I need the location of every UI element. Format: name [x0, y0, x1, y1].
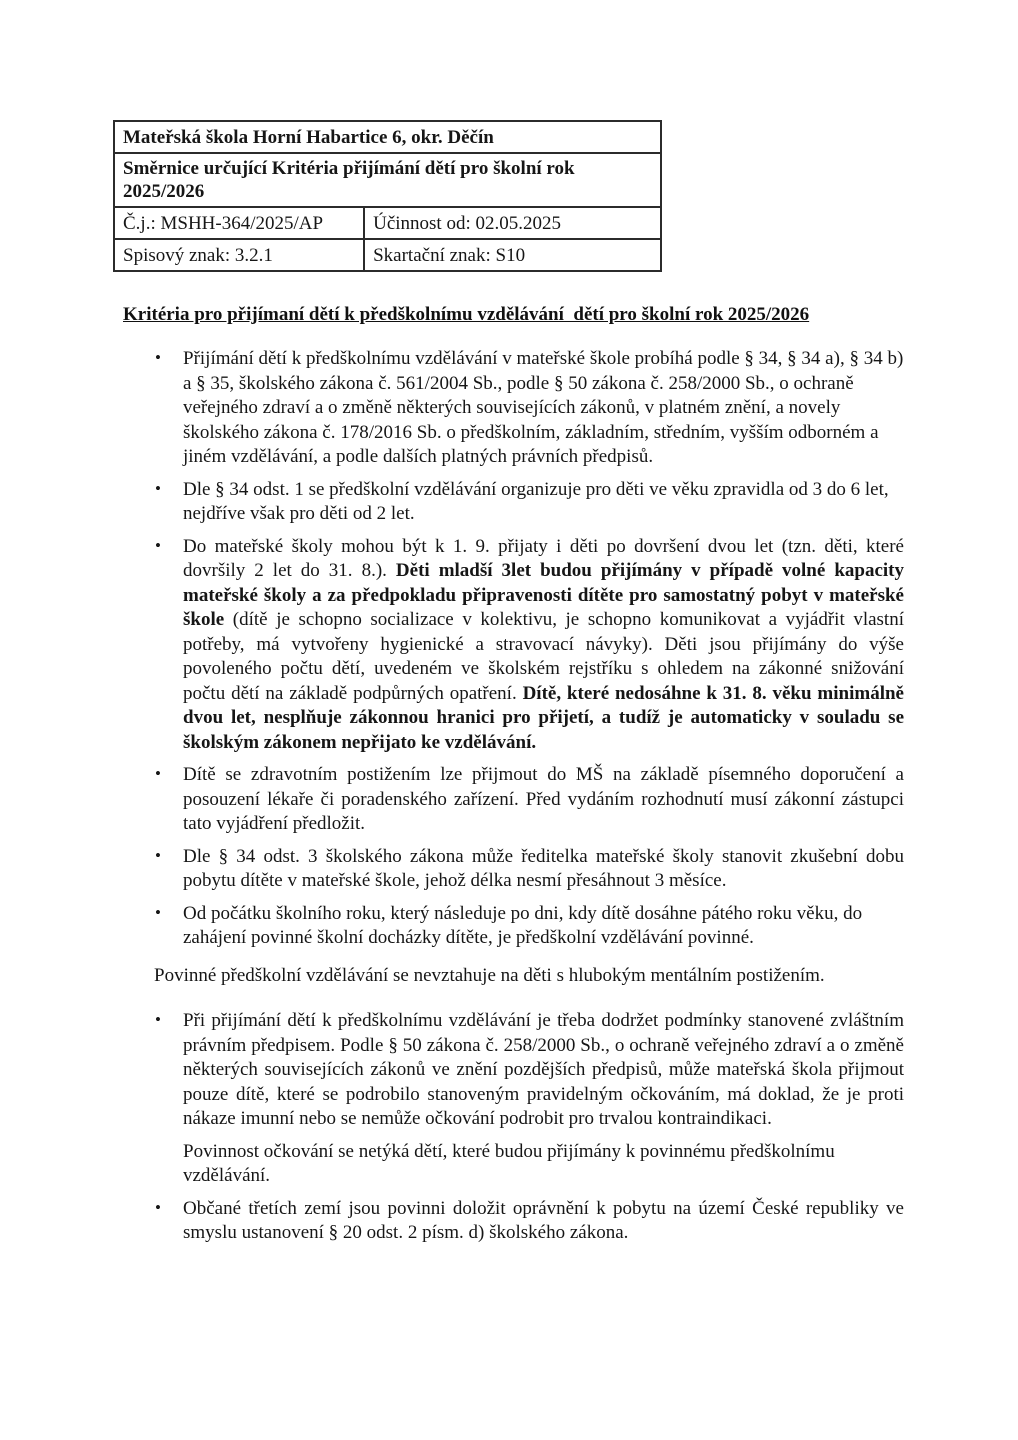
file-number-cell: Č.j.: MSHH-364/2025/AP — [114, 207, 364, 239]
page-title: Kritéria pro přijímaní dětí k předškolnímu vzdělávání dětí pro školní rok 2025/2026 — [123, 304, 810, 325]
bullet-item — [152, 1197, 904, 1246]
bullet-marker: • — [155, 478, 161, 498]
school-title-cell: Mateřská škola Horní Habartice 6, okr. Děčín — [114, 121, 661, 153]
shredding-mark-cell: Skartační znak: S10 — [364, 239, 661, 271]
text-run-bold: Děti mladší 3let budou přijímány v případě volné kapacity mateřské školy a za předpokladu připravenosti dítěte pro samostatný pobyt v mateřské škole — [183, 560, 904, 630]
paragraph — [152, 964, 904, 989]
bullet-marker: • — [155, 902, 161, 922]
text-run: Dítě se zdravotním postižením lze přijmout do MŠ na základě písemného doporučení a posouzení lékaře či poradenského zařízení. Před vydáním rozhodnutí musí zákonní zástupci tato vyjádření předložit. — [183, 764, 904, 834]
paragraph — [152, 1140, 904, 1189]
text-run: Dle § 34 odst. 3 školského zákona může ředitelka mateřské školy stanovit zkušební dobu pobytu dítěte v mateřské škole, jehož délka nesmí přesáhnout 3 měsíce. — [183, 845, 904, 891]
table-row-directive-title — [114, 153, 661, 207]
bullet-item — [152, 478, 904, 527]
bullet-item — [152, 763, 904, 837]
table-row-marks — [114, 239, 661, 271]
bullet-item — [152, 1009, 904, 1132]
bullet-marker: • — [155, 845, 161, 865]
text-run: Povinnost očkování se netýká dětí, které budou přijímány k povinnému předškolnímu vzdělávání. — [183, 1140, 835, 1186]
effective-from-cell: Účinnost od: 02.05.2025 — [364, 207, 661, 239]
bullet-item — [152, 535, 904, 756]
bullet-item — [152, 347, 904, 470]
text-run-bold: Dítě, které nedosáhne k 31. 8. věku minimálně dvou let, nesplňuje zákonnou hranici pro přijetí, a tudíž je automaticky v souladu se školským zákonem nepřijato ke vzdělávání. — [183, 682, 904, 753]
header-table — [113, 120, 662, 272]
text-run: Dle § 34 odst. 1 se předškolní vzdělávání organizuje pro děti ve věku zpravidla od 3 do 6 let, nejdříve však pro děti od 2 let. — [183, 478, 889, 524]
content-list — [152, 347, 904, 1254]
bullet-item — [152, 845, 904, 894]
bullet-marker: • — [155, 764, 161, 783]
bullet-marker: • — [155, 1197, 161, 1217]
text-run: Občané třetích zemí jsou povinni doložit oprávnění k pobytu na území České republiky ve smyslu ustanovení § 20 odst. 2 písm. d) školského zákona. — [183, 1197, 904, 1243]
text-run: Povinné předškolní vzdělávání se nevztahuje na děti s hlubokým mentálním postižením. — [154, 964, 825, 986]
text-run: Do mateřské školy mohou být k 1. 9. přijaty i děti po dovršení dvou let (tzn. děti, které dovršily 2 let do 31. 8.). — [183, 535, 904, 581]
text-run: Při přijímání dětí k předškolnímu vzdělávání je třeba dodržet podmínky stanovené zvláštním právním předpisem. Podle § 50 zákona č. 258/2000 Sb., o ochraně veřejného zdraví a o změně některých souvisejících zákonů ve znění pozdějších předpisů, může mateřská škola přijmout pouze dítě, které se podrobilo stanoveným pravidelným očkováním, má doklad, že je proti nákaze imunní nebo se nemůže očkování podrobit pro trvalou kontraindikaci. — [183, 1010, 904, 1129]
file-mark-cell: Spisový znak: 3.2.1 — [114, 239, 364, 271]
bullet-marker: • — [155, 1010, 161, 1029]
bullet-item — [152, 902, 904, 951]
bullet-marker: • — [155, 535, 161, 555]
table-row-file-number — [114, 207, 661, 239]
text-run: (dítě je schopno socializace v kolektivu, je schopno komunikovat a vyjádřit vlastní potřeby, má vytvořeny hygienické a stravovací návyky). Děti jsou přijímány do výše povoleného počtu dětí, uvedeném ve školském rejstříku s ohledem na zákonné snižování počtu dětí na základě podpůrných opatření. — [183, 609, 904, 704]
table-row-school-title — [114, 121, 661, 153]
directive-title-cell: Směrnice určující Kritéria přijímání dětí pro školní rok 2025/2026 — [114, 153, 661, 207]
text-run: Od počátku školního roku, který následuje po dni, kdy dítě dosáhne pátého roku věku, do zahájení povinné školní docházky dítěte, je předškolní vzdělávání povinné. — [183, 902, 863, 948]
text-run: Přijímání dětí k předškolnímu vzdělávání v mateřské škole probíhá podle § 34, § 34 a), § 34 b) a § 35, školského zákona č. 561/2004 Sb., podle § 50 zákona č. 258/2000 Sb., o ochraně veřejného zdraví a o změně některých souvisejících zákonů, v platném znění, a novely školského zákona č. 178/2016 Sb. o předškolním, základním, středním, vyšším odborném a jiném vzdělávání, a podle dalších platných právních předpisů. — [183, 348, 904, 467]
bullet-marker: • — [155, 348, 161, 367]
